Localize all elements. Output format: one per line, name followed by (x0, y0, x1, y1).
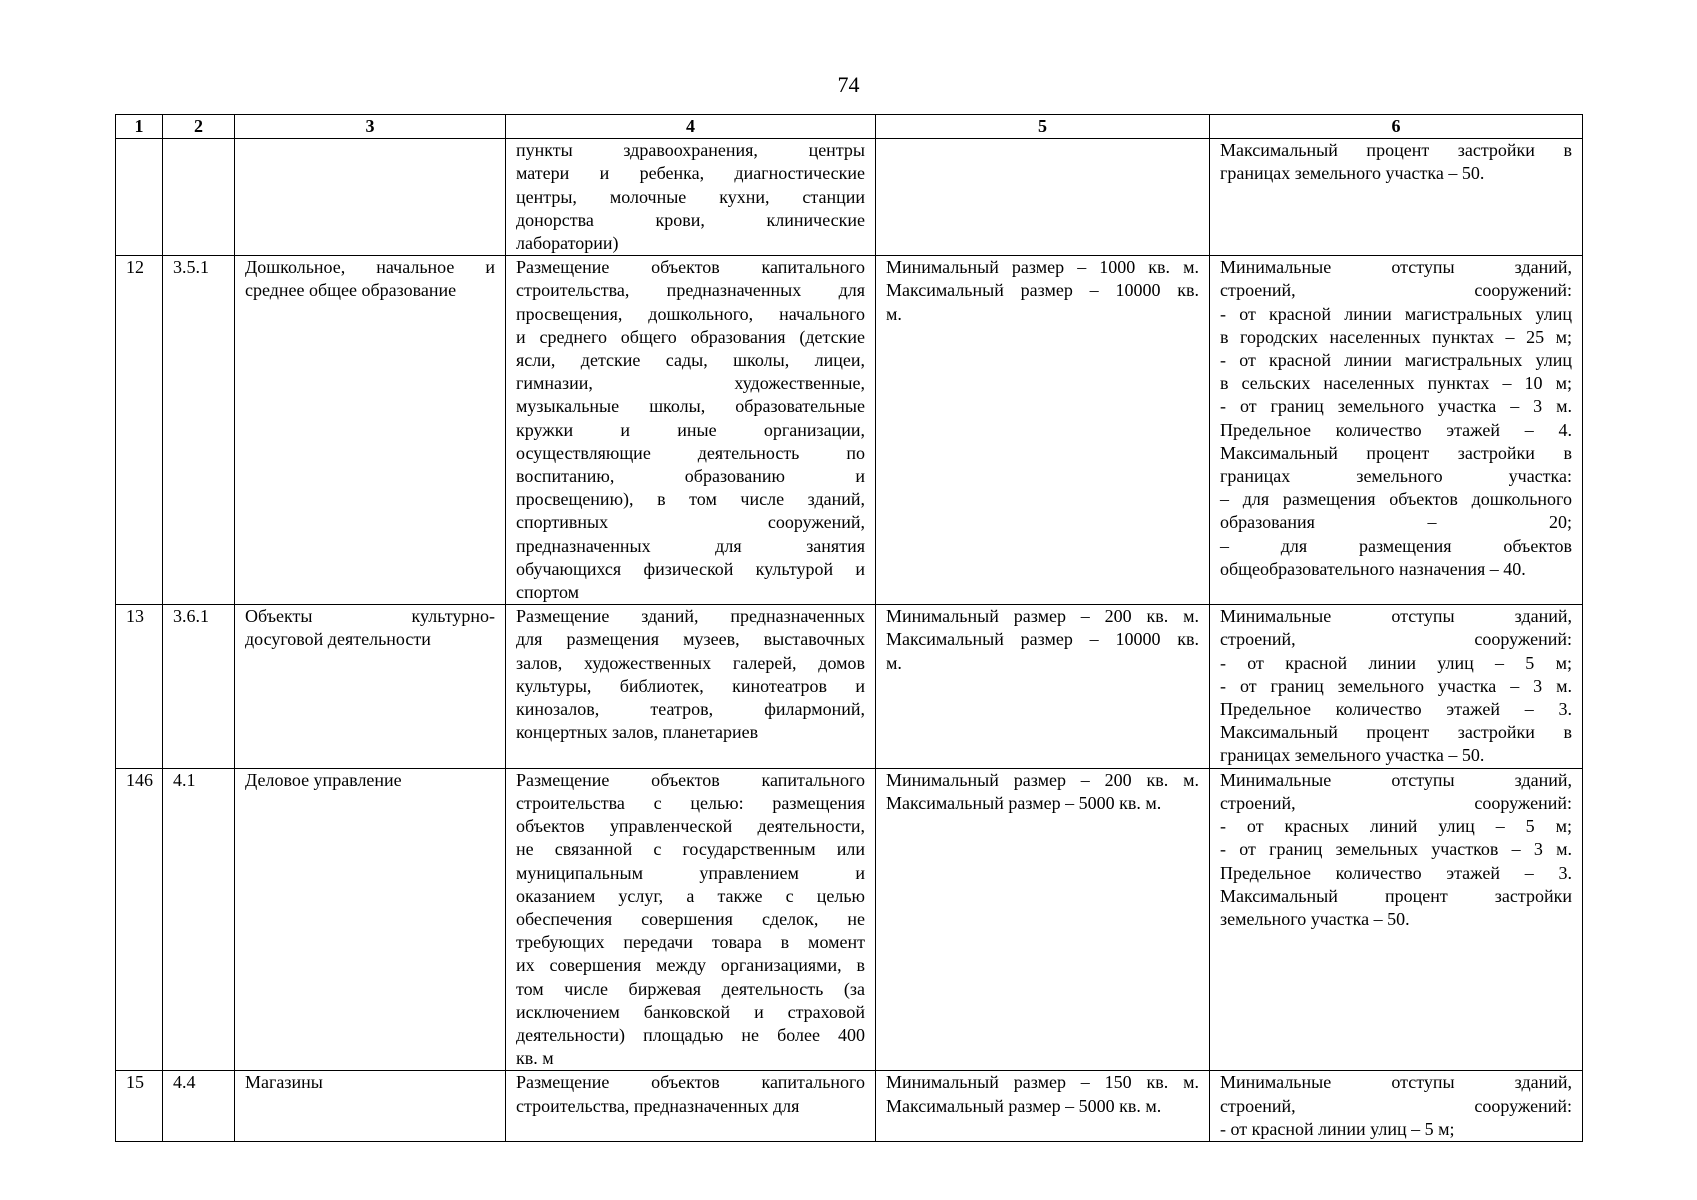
text-line: требующих передачи товара в момент (516, 932, 865, 953)
zoning-table (115, 114, 1583, 1142)
text-line: строений, сооружений: (1220, 629, 1572, 650)
text-line: гимназии, художественные, (516, 373, 865, 394)
text-line: досуговой деятельности (245, 629, 431, 650)
text-line: м. (886, 303, 902, 324)
text-line: кв. м (516, 1048, 554, 1069)
text-line: в сельских населенных пунктах – 10 м; (1220, 373, 1572, 394)
cell-plot-size (876, 256, 1210, 605)
text-line: Максимальный процент застройки (1220, 885, 1572, 906)
cell-parameters (1210, 768, 1583, 1071)
text-line: границах земельного участка: (1220, 466, 1572, 487)
text-line: строений, сооружений: (1220, 1095, 1572, 1116)
text-line: Минимальный размер – 200 кв. м. (886, 606, 1199, 627)
text-line: Предельное количество этажей – 4. (1220, 419, 1572, 440)
text-line: строительства, предназначенных для (516, 280, 865, 301)
header-col-4: 4 (506, 115, 876, 139)
text-line: культуры, библиотек, кинотеатров и (516, 675, 865, 696)
text-line: залов, художественных галерей, домов (516, 652, 865, 673)
text-line: том числе биржевая деятельность (за (516, 978, 865, 999)
text-line: Максимальный процент застройки в (1220, 722, 1572, 743)
text-line: - от границ земельных участков – 3 м. (1220, 839, 1572, 860)
text-line: спортивных сооружений, (516, 512, 865, 533)
text-line: - от границ земельного участка – 3 м. (1220, 675, 1572, 696)
text-line: кинозалов, театров, филармоний, (516, 699, 865, 720)
cell-code: 4.4 (163, 1071, 235, 1142)
cell-parameters (1210, 1071, 1583, 1142)
text-line: Минимальные отступы зданий, (1220, 769, 1572, 790)
text-line: объектов управленческой деятельности, (516, 816, 865, 837)
text-line: спортом (516, 582, 580, 603)
cell-row-number: 13 (116, 605, 163, 768)
table-row (116, 139, 1583, 256)
text-line: м. (886, 652, 902, 673)
text-line: границах земельного участка – 50. (1220, 163, 1485, 184)
text-line: Деловое управление (245, 769, 402, 790)
text-line: для размещения музеев, выставочных (516, 629, 865, 650)
text-line: Размещение объектов капитального (516, 257, 865, 278)
cell-use-name (235, 139, 506, 256)
cell-parameters (1210, 256, 1583, 605)
text-line: - от границ земельного участка – 3 м. (1220, 396, 1572, 417)
text-line: ясли, детские сады, школы, лицеи, (516, 350, 865, 371)
text-line: среднее общее образование (245, 280, 457, 301)
text-line: Размещение объектов капитального (516, 769, 865, 790)
text-line: оказанием услуг, а также с целью (516, 885, 865, 906)
text-line: Минимальный размер – 150 кв. м. (886, 1072, 1199, 1093)
text-line: не связанной с государственным или (516, 839, 865, 860)
cell-code (163, 139, 235, 256)
cell-parameters (1210, 139, 1583, 256)
text-line: – для размещения объектов дошкольного (1220, 489, 1572, 510)
text-line: Минимальные отступы зданий, (1220, 1072, 1572, 1093)
table-row (116, 605, 1583, 768)
text-line: центры, молочные кухни, станции (516, 186, 865, 207)
cell-code: 3.6.1 (163, 605, 235, 768)
cell-use-name (235, 768, 506, 1071)
text-line: границах земельного участка – 50. (1220, 745, 1485, 766)
text-line: - от красной линии магистральных улиц (1220, 303, 1572, 324)
text-line: - от красной линии улиц – 5 м; (1220, 652, 1572, 673)
text-line: строений, сооружений: (1220, 792, 1572, 813)
cell-plot-size (876, 768, 1210, 1071)
text-line: исключением банковской и страховой (516, 1001, 865, 1022)
text-line: Предельное количество этажей – 3. (1220, 862, 1572, 883)
header-col-5: 5 (876, 115, 1210, 139)
text-line: в городских населенных пунктах – 25 м; (1220, 326, 1572, 347)
text-line: - от красной линии магистральных улиц (1220, 350, 1572, 371)
text-line: деятельности) площадью не более 400 (516, 1024, 865, 1045)
table-row (116, 768, 1583, 1071)
cell-description (506, 256, 876, 605)
text-line: предназначенных для занятия (516, 535, 865, 556)
text-line: лаборатории) (516, 233, 619, 254)
page-number: 74 (837, 72, 860, 97)
text-line: Минимальные отступы зданий, (1220, 257, 1572, 278)
text-line: - от красной линии улиц – 5 м; (1220, 1118, 1455, 1139)
header-col-2: 2 (163, 115, 235, 139)
cell-plot-size (876, 139, 1210, 256)
text-line: донорства крови, клинические (516, 209, 865, 230)
text-line: строений, сооружений: (1220, 280, 1572, 301)
cell-plot-size (876, 1071, 1210, 1142)
text-line: Максимальный размер – 5000 кв. м. (886, 792, 1162, 813)
text-line: образования – 20; (1220, 512, 1572, 533)
text-line: Максимальный размер – 5000 кв. м. (886, 1095, 1162, 1116)
header-col-3: 3 (235, 115, 506, 139)
text-line: Максимальный размер – 10000 кв. (886, 280, 1199, 301)
table-row (116, 1071, 1583, 1142)
text-line: обучающихся физической культурой и (516, 558, 865, 579)
cell-description (506, 1071, 876, 1142)
table-row (116, 256, 1583, 605)
cell-code: 4.1 (163, 768, 235, 1071)
text-line: Максимальный размер – 10000 кв. (886, 629, 1199, 650)
text-line: матери и ребенка, диагностические (516, 163, 865, 184)
cell-use-name (235, 256, 506, 605)
text-line: земельного участка – 50. (1220, 908, 1410, 929)
text-line: – для размещения объектов (1220, 535, 1572, 556)
cell-use-name (235, 605, 506, 768)
text-line: обеспечения совершения сделок, не (516, 908, 865, 929)
text-line: и среднего общего образования (детские (516, 326, 865, 347)
text-line: Минимальный размер – 200 кв. м. (886, 769, 1199, 790)
cell-row-number: 15 (116, 1071, 163, 1142)
text-line: Дошкольное, начальное и (245, 257, 495, 278)
text-line: Предельное количество этажей – 3. (1220, 699, 1572, 720)
text-line: просвещению), в том числе зданий, (516, 489, 865, 510)
text-line: строительства с целью: размещения (516, 792, 865, 813)
text-line: осуществляющие деятельность по (516, 442, 865, 463)
text-line: Размещение объектов капитального (516, 1072, 865, 1093)
text-line: просвещения, дошкольного, начального (516, 303, 865, 324)
text-line: Размещение зданий, предназначенных (516, 606, 865, 627)
cell-row-number: 12 (116, 256, 163, 605)
text-line: Минимальные отступы зданий, (1220, 606, 1572, 627)
text-line: строительства, предназначенных для (516, 1095, 800, 1116)
text-line: Объекты культурно- (245, 606, 495, 627)
cell-code: 3.5.1 (163, 256, 235, 605)
cell-row-number (116, 139, 163, 256)
header-row (116, 115, 1583, 139)
text-line: Магазины (245, 1072, 323, 1093)
text-line: концертных залов, планетариев (516, 722, 759, 743)
text-line: музыкальные школы, образовательные (516, 396, 865, 417)
cell-description (506, 605, 876, 768)
text-line: - от красных линий улиц – 5 м; (1220, 816, 1572, 837)
cell-description (506, 139, 876, 256)
text-line: Максимальный процент застройки в (1220, 442, 1572, 463)
cell-description (506, 768, 876, 1071)
text-line: муниципальным управлением и (516, 862, 865, 883)
cell-plot-size (876, 605, 1210, 768)
text-line: их совершения между организациями, в (516, 955, 865, 976)
text-line: кружки и иные организации, (516, 419, 865, 440)
header-col-1: 1 (116, 115, 163, 139)
text-line: общеобразовательного назначения – 40. (1220, 558, 1526, 579)
text-line: Максимальный процент застройки в (1220, 140, 1572, 161)
cell-use-name (235, 1071, 506, 1142)
cell-row-number: 146 (116, 768, 163, 1071)
text-line: воспитанию, образованию и (516, 466, 865, 487)
header-col-6: 6 (1210, 115, 1583, 139)
text-line: пункты здравоохранения, центры (516, 140, 865, 161)
text-line: Минимальный размер – 1000 кв. м. (886, 257, 1199, 278)
cell-parameters (1210, 605, 1583, 768)
